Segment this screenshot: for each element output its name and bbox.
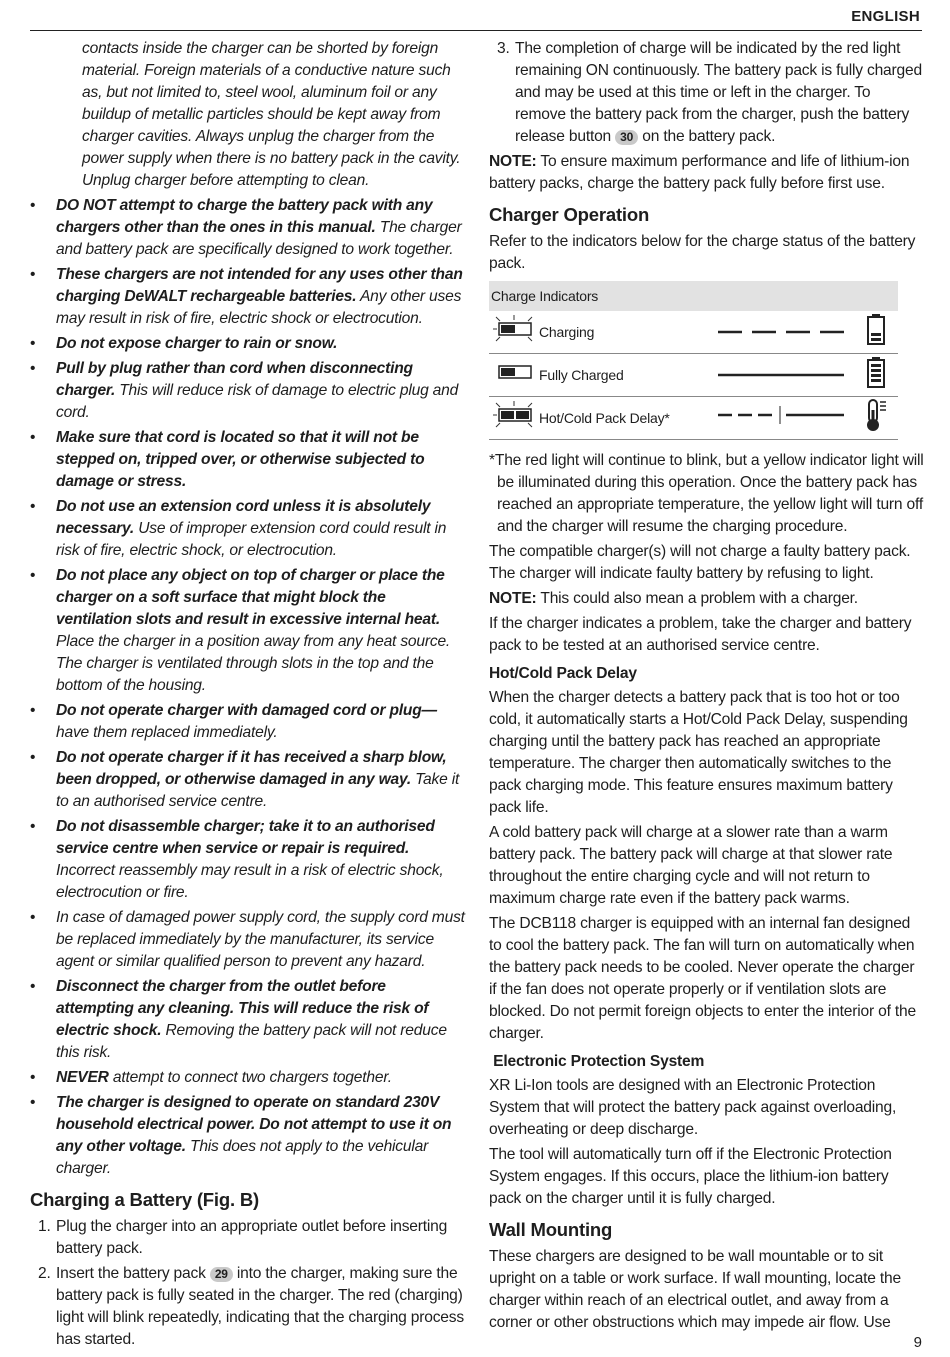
- table-header: Charge Indicators: [489, 281, 898, 311]
- bullet-bold-text: Do not disassemble charger; take it to an authorised service centre when service or repair is required.: [56, 818, 435, 857]
- step-text: Insert the battery pack: [56, 1265, 210, 1282]
- note-label: NOTE:: [489, 590, 537, 607]
- bullet-dot: •: [30, 429, 36, 446]
- indicator-label: Fully Charged: [539, 354, 714, 397]
- bullet-text: attempt to connect two chargers together.: [108, 1069, 392, 1086]
- bullet-bold-text: Pull by plug rather than cord when disconnecting charger.: [56, 360, 413, 399]
- bullet-bold-text: These chargers are not intended for any uses other than charging DeWALT rechargeable batteries.: [56, 266, 463, 305]
- eps-paragraph-2: The tool will automatically turn off if the Electronic Protection System engages. If this occurs, place the lithium-ion battery pack on the charger until it is fully charged.: [489, 1146, 892, 1207]
- step-number: 3.: [497, 40, 510, 57]
- note-text: To ensure maximum performance and life of lithium-ion battery packs, charge the battery pack fully before first use.: [489, 153, 910, 192]
- bullet-text: Take it to an authorised service centre.: [56, 771, 460, 810]
- hot-cold-heading: Hot/Cold Pack Delay: [489, 665, 637, 682]
- bullet-bold-text: NEVER: [56, 1069, 109, 1086]
- battery-charging-icon: [854, 311, 898, 354]
- eps-paragraph-1: XR Li-Ion tools are designed with an Electronic Protection System that will protect the battery pack against overloading, overheating or deep discharge.: [489, 1077, 897, 1138]
- bullet-text: Removing the battery pack will not reduce this risk.: [56, 1022, 447, 1061]
- safety-bullet-list: [30, 195, 465, 1180]
- solid-pattern-icon: [714, 354, 854, 397]
- bullet-text: This will reduce risk of damage to electric plug and cord.: [56, 382, 459, 421]
- blink-pattern-icon: [714, 311, 854, 354]
- eps-heading: Electronic Protection System: [489, 1053, 705, 1070]
- bullet-text: have them replaced immediately.: [56, 724, 278, 741]
- language-label: ENGLISH: [851, 8, 920, 25]
- bullet-text: Any other uses may result in risk of fire, electric shock or electrocution.: [56, 288, 462, 327]
- bullet-dot: •: [30, 749, 36, 766]
- bullet-text: This does not apply to the vehicular charger.: [56, 1138, 429, 1177]
- list-item: [30, 976, 465, 1064]
- wall-mounting-heading: Wall Mounting: [489, 1219, 613, 1240]
- charger-delay-icon: [489, 397, 539, 440]
- charging-heading: Charging a Battery (Fig. B): [30, 1189, 259, 1210]
- list-item: [30, 1067, 465, 1089]
- table-row: [489, 397, 898, 440]
- asterisk-note: *The red light will continue to blink, but a yellow indicator light will be illuminated during this operation. Once the battery pack has reached an appropriate temperature, the yellow light will turn off and the charger will resume the charging procedure.: [489, 452, 924, 535]
- faulty-battery-text: The compatible charger(s) will not charge a faulty battery pack. The charger will indicate faulty battery by refusing to light.: [489, 543, 911, 582]
- bullet-dot: •: [30, 909, 36, 926]
- charger-operation-text: Refer to the indicators below for the charge status of the battery pack.: [489, 233, 916, 272]
- intro-continuation: contacts inside the charger can be shorted by foreign material. Foreign materials of a conductive nature such as, but not limited to, steel wool, aluminum foil or any buildup of metallic particles should be kept away from charger cavities. Always unplug the charger from the power supply when there is no battery pack in the cavity. Unplug charger before attempting to clean.: [82, 40, 461, 189]
- bullet-dot: •: [30, 360, 36, 377]
- right-column: [489, 38, 924, 1337]
- thermometer-icon: [854, 397, 898, 440]
- bullet-text: In case of damaged power supply cord, the supply cord must be replaced immediately by the manufacturer, its service agent or similar qualified person to prevent any hazard.: [56, 909, 465, 970]
- list-item: [30, 1092, 465, 1180]
- list-item: [489, 38, 924, 148]
- charger-solid-icon: [489, 354, 539, 397]
- problem-text: If the charger indicates a problem, take the charger and battery pack to be tested at an authorised service centre.: [489, 615, 912, 654]
- battery-full-icon: [854, 354, 898, 397]
- reference-badge: 30: [615, 130, 638, 145]
- bullet-bold-text: DO NOT attempt to charge the battery pack with any chargers other than the ones in this manual.: [56, 197, 433, 236]
- step-number: 1.: [38, 1218, 51, 1235]
- bullet-dot: •: [30, 1094, 36, 1111]
- bullet-bold-text: Make sure that cord is located so that it will not be stepped on, tripped over, or otherwise subjected to damage or stress.: [56, 429, 425, 490]
- list-item: [30, 816, 465, 904]
- bullet-dot: •: [30, 1069, 36, 1086]
- left-column: [30, 38, 465, 1354]
- list-item: [30, 747, 465, 813]
- step-text-after: into the charger, making sure the battery pack is fully seated in the charger. The red (charging) light will blink repeatedly, indicating that the charging process has started.: [56, 1265, 464, 1348]
- charger-blinking-icon: [489, 311, 539, 354]
- table-row: [489, 311, 898, 354]
- bullet-bold-text: Do not use an extension cord unless it is absolutely necessary.: [56, 498, 431, 537]
- step-text: Plug the charger into an appropriate outlet before inserting battery pack.: [56, 1218, 448, 1257]
- wall-mounting-text: These chargers are designed to be wall mountable or to sit upright on a table or work surface. If wall mounting, locate the charger within reach of an electrical outlet, and away from a corner or other obstructions which may impede air flow. Use: [489, 1248, 901, 1331]
- delay-pattern-icon: [714, 397, 854, 440]
- list-item: [30, 195, 465, 261]
- page-header: [30, 0, 922, 31]
- list-item: [30, 565, 465, 697]
- bullet-dot: •: [30, 266, 36, 283]
- charging-step-3: [489, 38, 924, 148]
- step-text: The completion of charge will be indicated by the red light remaining ON continuously. The battery pack is fully charged and may be used at this time or left in the charger. To remove the battery pack from the charger, push the battery release button: [515, 40, 922, 145]
- charging-steps: [30, 1216, 465, 1351]
- bullet-bold-text: Do not place any object on top of charger or place the charger on a soft surface that might block the ventilation slots and result in excessive internal heat.: [56, 567, 445, 628]
- list-item: [30, 1216, 465, 1260]
- list-item: [30, 264, 465, 330]
- note-text: This could also mean a problem with a charger.: [536, 590, 858, 607]
- page-number: 9: [913, 1334, 922, 1351]
- bullet-dot: •: [30, 498, 36, 515]
- bullet-dot: •: [30, 197, 36, 214]
- list-item: [30, 333, 465, 355]
- reference-badge: 29: [210, 1267, 233, 1282]
- step-number: 2.: [38, 1265, 51, 1282]
- indicator-label: Charging: [539, 311, 714, 354]
- bullet-text: Use of improper extension cord could result in risk of fire, electric shock, or electrocution.: [56, 520, 447, 559]
- charger-operation-heading: Charger Operation: [489, 204, 650, 225]
- note-1: [489, 151, 924, 195]
- list-item: [30, 358, 465, 424]
- bullet-text: Incorrect reassembly may result in a risk of electric shock, electrocution or fire.: [56, 862, 444, 901]
- charge-indicators-table: [489, 281, 898, 440]
- indicator-label: Hot/Cold Pack Delay*: [539, 397, 714, 440]
- bullet-bold-text: Disconnect the charger from the outlet before attempting any cleaning. This will reduce the risk of electric shock.: [56, 978, 429, 1039]
- list-item: [30, 700, 465, 744]
- bullet-bold-text: Do not operate charger if it has received a sharp blow, been dropped, or otherwise damaged in any way.: [56, 749, 447, 788]
- bullet-dot: •: [30, 567, 36, 584]
- bullet-dot: •: [30, 335, 36, 352]
- bullet-text: Place the charger in a position away from any heat source. The charger is ventilated through slots in the top and the bottom of the housing.: [56, 633, 451, 694]
- hot-cold-paragraph-2: A cold battery pack will charge at a slower rate than a warm battery pack. The battery pack will charge at that slower rate throughout the entire charging cycle and will not return to maximum charge rate even if the battery pack warms.: [489, 824, 893, 907]
- table-row: [489, 354, 898, 397]
- note-2: [489, 588, 924, 610]
- note-label: NOTE:: [489, 153, 537, 170]
- step-text-after: on the battery pack.: [638, 128, 776, 145]
- list-item: [30, 427, 465, 493]
- bullet-bold-text: The charger is designed to operate on standard 230V household electrical power. Do not attempt to use it on any other voltage.: [56, 1094, 452, 1155]
- bullet-bold-text: Do not operate charger with damaged cord or plug—: [56, 702, 437, 719]
- bullet-dot: •: [30, 818, 36, 835]
- list-item: [30, 907, 465, 973]
- hot-cold-paragraph-1: When the charger detects a battery pack that is too hot or too cold, it automatically starts a Hot/Cold Pack Delay, suspending charging until the battery pack has reached an appropriate temperature. The charger then automatically switches to the pack charging mode. This feature ensures maximum battery pack life.: [489, 689, 908, 816]
- bullet-dot: •: [30, 978, 36, 995]
- bullet-bold-text: Do not expose charger to rain or snow.: [56, 335, 338, 352]
- hot-cold-paragraph-3: The DCB118 charger is equipped with an internal fan designed to cool the battery pack. The fan will turn on automatically when the battery pack needs to be cooled. Never operate the charger if the fan does not operate properly or if ventilation slots are blocked. Do not permit foreign objects to enter the interior of the charger.: [489, 915, 916, 1042]
- list-item: [30, 1263, 465, 1351]
- bullet-text: The charger and battery pack are specifically designed to work together.: [56, 219, 462, 258]
- bullet-dot: •: [30, 702, 36, 719]
- list-item: [30, 496, 465, 562]
